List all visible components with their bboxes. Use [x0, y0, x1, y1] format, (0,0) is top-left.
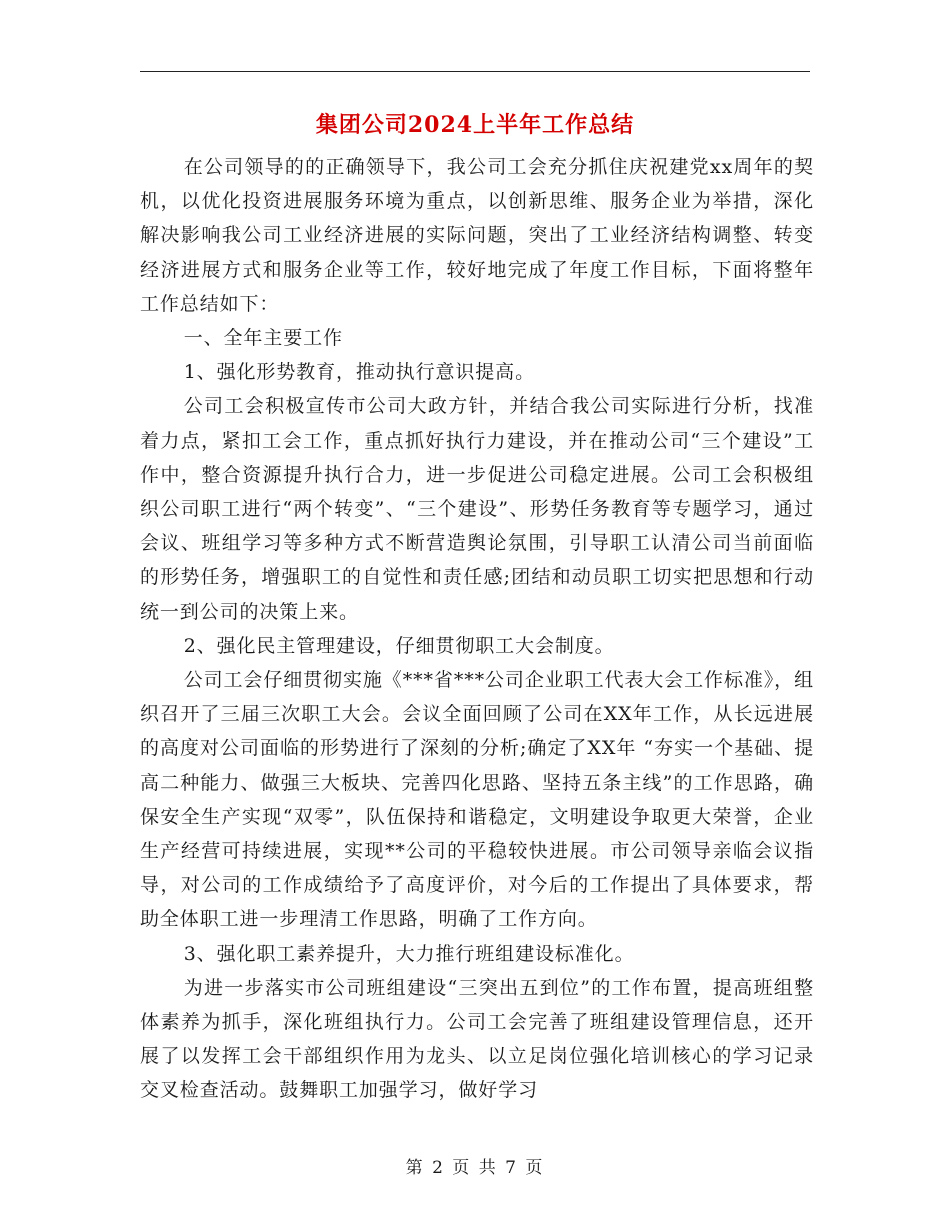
- page-number: 第 2 页 共 7 页: [405, 1158, 545, 1178]
- subheading-2: 2、强化民主管理建设，仔细贯彻职工大会制度。: [183, 634, 615, 657]
- paragraph-intro: 在公司领导的的正确领导下，我公司工会充分抓住庆祝建党xx周年的契机，以优化投资进展服务环境为重点，以创新思维、服务企业为举措，深化解决影响我公司工业经济进展的实际问题，突出了工业经济结构调整、转变经济进展方式和服务企业等工作，较好地完成了年度工作目标，下面将整年工作总结如下：: [140, 156, 814, 315]
- document-body: [140, 150, 814, 1108]
- header-rule: [140, 71, 810, 72]
- paragraph-2: 公司工会仔细贯彻实施《***省***公司企业职工代表大会工作标准》，组织召开了三届三次职工大会。会议全面回顾了公司在XX年工作，从长远进展的高度对公司面临的形势进行了深刻的分析;确定了XX年 “夯实一个基础、提高二种能力、做强三大板块、完善四化思路、坚持五条主线”的工作思路，确保安全生产实现“双零”，队伍保持和谐稳定，文明建设争取更大荣誉，企业生产经营可持续进展，实现**公司的平稳较快进展。市公司领导亲临会议指导，对公司的工作成绩给予了高度评价，对今后的工作提出了具体要求，帮助全体职工进一步理清工作思路，明确了工作方向。: [140, 669, 814, 931]
- paragraph-1: 公司工会积极宣传市公司大政方针，并结合我公司实际进行分析，找准着力点，紧扣工会工作，重点抓好执行力建设，并在推动公司“三个建设”工作中，整合资源提升执行合力，进一步促进公司稳定进展。公司工会积极组织公司职工进行“两个转变”、“三个建设”、形势任务教育等专题学习，通过会议、班组学习等多种方式不断营造舆论氛围，引导职工认清公司当前面临的形势任务，增强职工的自觉性和责任感;团结和动员职工切实把思想和行动统一到公司的决策上来。: [140, 395, 814, 623]
- paragraph-3: 为进一步落实市公司班组建设“三突出五到位”的工作布置，提高班组整体素养为抓手，深化班组执行力。公司工会完善了班组建设管理信息，还开展了以发挥工会干部组织作用为龙头、以立足岗位强化培训核心的学习记录交叉检查活动。鼓舞职工加强学习，做好学习: [140, 976, 814, 1102]
- subheading-1: 1、强化形势教育，推动执行意识提高。: [183, 361, 535, 384]
- document-title: 集团公司2024上半年工作总结: [315, 112, 635, 138]
- section-heading-main-work: 一、全年主要工作: [183, 327, 343, 350]
- subheading-3: 3、强化职工素养提升，大力推行班组建设标准化。: [183, 942, 635, 965]
